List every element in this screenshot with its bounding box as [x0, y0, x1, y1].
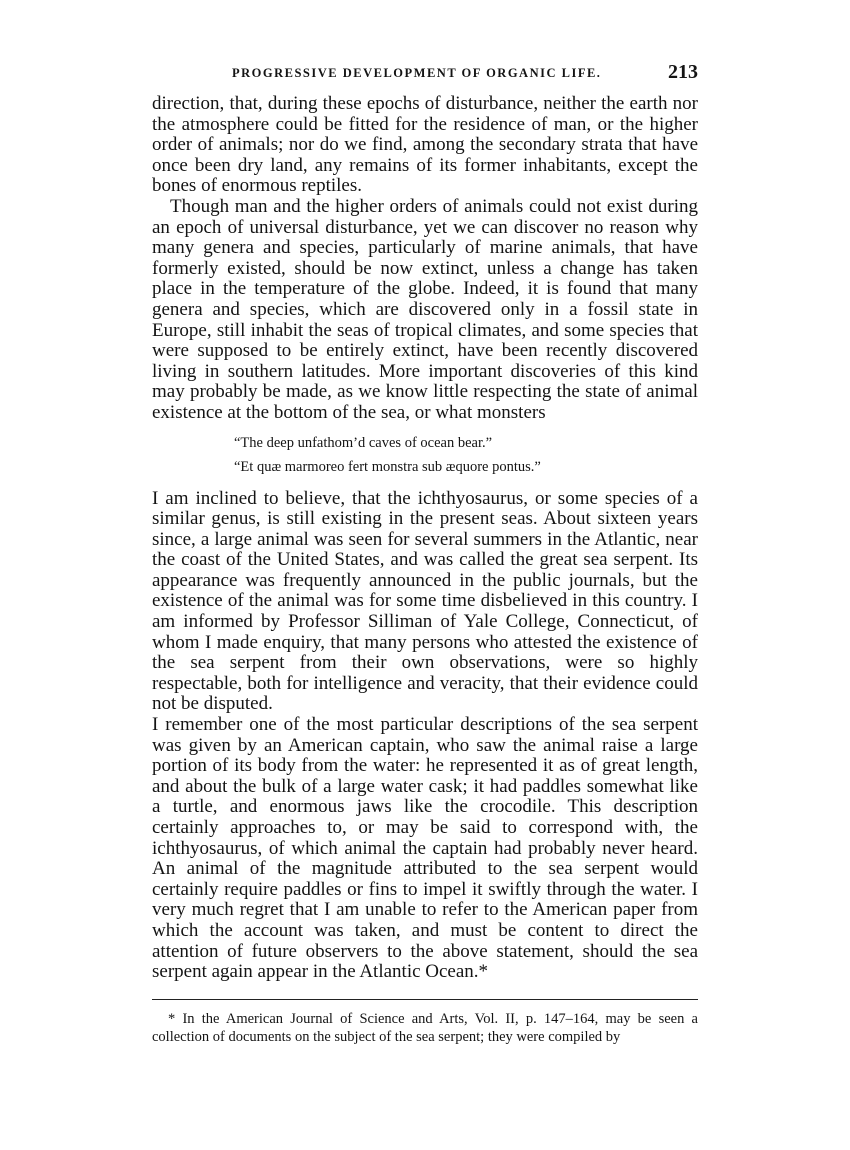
paragraph: I am inclined to believe, that the ichthyosaurus, or some species of a similar genus, is still existing in the present seas. About sixteen years since, a large animal was seen for several summers in the Atlantic, near the coast of the United States, and was called the great sea serpent. Its appearance was frequently announced in the public journals, but the existence of the animal was for some time disbelieved in this country. I am informed by Professor Silliman of Yale College, Connecticut, of whom I made enquiry, that many persons who attested the existence of the sea serpent from their own observations, were so highly respectable, both for intelligence and veracity, that their evidence could not be disputed. [152, 487, 698, 715]
page-number: 213 [668, 61, 698, 83]
book-page [152, 58, 698, 1046]
verse-quotation [152, 431, 698, 479]
footnote: * In the American Journal of Science and Arts, Vol. II, p. 147–164, may be seen a collection of documents on the subject of the sea serpent; they were compiled by [152, 1010, 698, 1045]
running-header [152, 58, 698, 88]
paragraph: Though man and the higher orders of animals could not exist during an epoch of universal disturbance, yet we can discover no reason why many genera and species, particularly of marine animals, that have formerly existed, should be now extinct, unless a change has taken place in the temperature of the globe. Indeed, it is found that many genera and species, which are discovered only in a fossil state in Europe, still inhabit the seas of tropical climates, and some species that were supposed to be entirely extinct, have been recently discovered living in southern latitudes. More important discoveries of this kind may probably be made, as we know little respecting the state of animal existence at the bottom of the sea, or what monsters [152, 195, 698, 423]
paragraph: direction, that, during these epochs of disturbance, neither the earth nor the atmosphere could be fitted for the residence of man, or the higher order of animals; nor do we find, among the secondary strata that have once been dry land, any remains of its former inhabitants, except the bones of enormous reptiles. [152, 93, 698, 197]
body-text [152, 94, 698, 983]
running-title: PROGRESSIVE DEVELOPMENT OF ORGANIC LIFE. [232, 66, 602, 80]
quote-line: “Et quæ marmoreo fert monstra sub æquore pontus.” [234, 458, 541, 475]
quote-line: “The deep unfathom’d caves of ocean bear.” [234, 434, 493, 451]
footnote-divider [152, 999, 698, 1000]
paragraph: I remember one of the most particular descriptions of the sea serpent was given by an American captain, who saw the animal raise a large portion of its body from the water: he represented it as of great length, and about the bulk of a large water cask; it had paddles somewhat like a turtle, and enormous jaws like the crocodile. This description certainly approaches to, or may be said to correspond with, the ichthyosaurus, of which animal the captain had probably never heard. An animal of the magnitude attributed to the sea serpent would certainly require paddles or fins to impel it swiftly through the water. I very much regret that I am unable to refer to the American paper from which the account was taken, and must be content to direct the attention of future observers to the above statement, should the sea serpent again appear in the Atlantic Ocean.* [152, 714, 698, 983]
